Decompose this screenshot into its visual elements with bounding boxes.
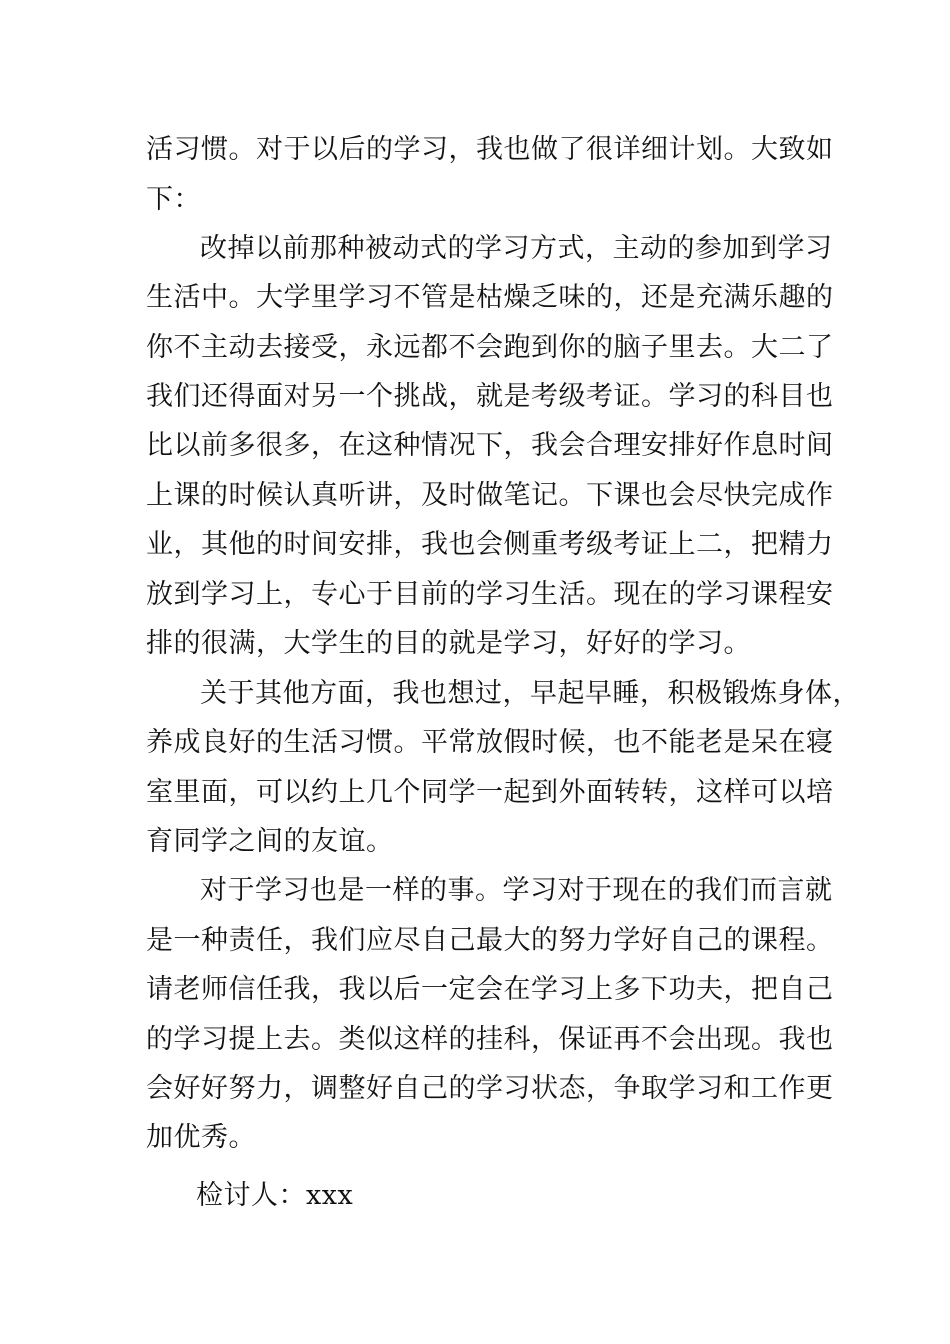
text-line: 下： [146, 184, 201, 215]
text-line: 放到学习上，专心于目前的学习生活。现在的学习课程安 [146, 579, 834, 610]
text-line: 育同学之间的友谊。 [146, 826, 394, 857]
text-line: 上课的时候认真听讲，及时做笔记。下课也会尽快完成作 [146, 480, 834, 511]
text-line: 业，其他的时间安排，我也会侧重考级考证上二，把精力 [146, 529, 834, 560]
text-line: 比以前多很多，在这种情况下，我会合理安排好作息时间 [146, 430, 834, 461]
text-line: 请老师信任我，我以后一定会在学习上多下功夫，把自己 [146, 974, 834, 1005]
signature-line: 检讨人：xxx [196, 1180, 354, 1211]
text-line: 活习惯。对于以后的学习，我也做了很详细计划。大致如 [146, 134, 834, 165]
text-line: 你不主动去接受，永远都不会跑到你的脑子里去。大二了 [146, 332, 834, 363]
text-line: 的学习提上去。类似这样的挂科，保证再不会出现。我也 [146, 1024, 834, 1055]
paragraph-start-line: 改掉以前那种被动式的学习方式，主动的参加到学习 [200, 233, 833, 264]
text-line: 是一种责任，我们应尽自己最大的努力学好自己的课程。 [146, 925, 834, 956]
text-line: 室里面，可以约上几个同学一起到外面转转，这样可以培 [146, 777, 834, 808]
text-line: 养成良好的生活习惯。平常放假时候，也不能老是呆在寝 [146, 727, 834, 758]
text-line: 加优秀。 [146, 1122, 256, 1153]
text-line: 会好好努力，调整好自己的学习状态，争取学习和工作更 [146, 1073, 834, 1104]
paragraph-start-line: 关于其他方面，我也想过，早起早睡，积极锻炼身体， [200, 678, 860, 709]
text-line: 生活中。大学里学习不管是枯燥乏味的，还是充满乐趣的 [146, 282, 834, 313]
paragraph-start-line: 对于学习也是一样的事。学习对于现在的我们而言就 [200, 875, 833, 906]
text-line: 排的很满，大学生的目的就是学习，好好的学习。 [146, 628, 751, 659]
text-line: 我们还得面对另一个挑战，就是考级考证。学习的科目也 [146, 381, 834, 412]
